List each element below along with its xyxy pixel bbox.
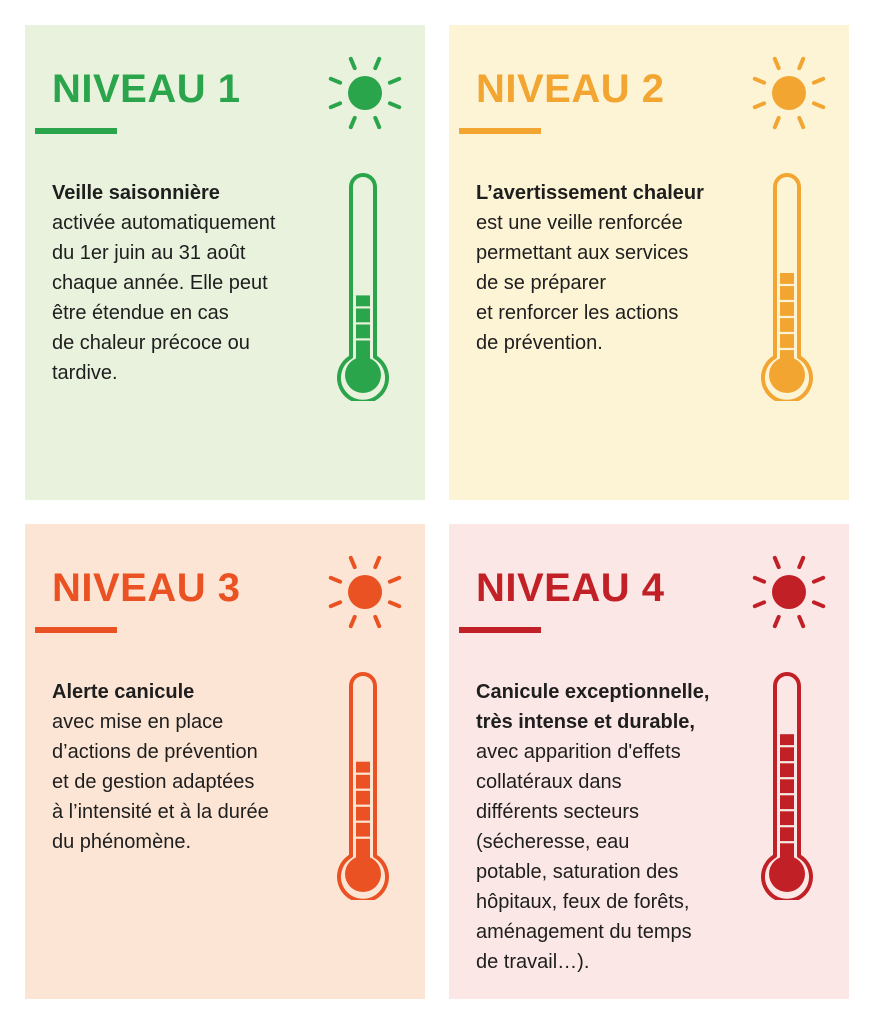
body-line: avec mise en place bbox=[52, 711, 224, 733]
body-line: du 1er juin au 31 août bbox=[52, 242, 246, 264]
lead-text bbox=[52, 178, 332, 208]
body-text bbox=[52, 707, 332, 857]
body-text bbox=[476, 737, 756, 977]
thermometer-icon bbox=[757, 668, 817, 900]
body-line: (sécheresse, eau bbox=[476, 831, 630, 853]
sun-icon bbox=[325, 552, 405, 632]
lead-line: très intense et durable, bbox=[476, 711, 695, 733]
body-line: tardive. bbox=[52, 362, 118, 384]
title-underline bbox=[35, 627, 117, 633]
body-line: est une veille renforcée bbox=[476, 212, 683, 234]
body-line: permettant aux services bbox=[476, 242, 689, 264]
body-line: de travail…). bbox=[476, 951, 590, 973]
lead-text bbox=[52, 677, 332, 707]
lead-line: L’avertissement chaleur bbox=[476, 182, 704, 204]
sun-icon bbox=[325, 53, 405, 133]
body-line: être étendue en cas bbox=[52, 302, 229, 324]
level-description bbox=[476, 677, 756, 977]
title-underline bbox=[459, 128, 541, 134]
body-line: potable, saturation des bbox=[476, 861, 679, 883]
level-title: NIVEAU 3 bbox=[52, 566, 241, 610]
body-line: différents secteurs bbox=[476, 801, 640, 823]
lead-line: Alerte canicule bbox=[52, 681, 195, 703]
level-title: NIVEAU 1 bbox=[52, 67, 241, 111]
body-text bbox=[476, 208, 756, 358]
lead-line: Veille saisonnière bbox=[52, 182, 220, 204]
level-description bbox=[52, 178, 332, 388]
level-card-3 bbox=[25, 524, 425, 999]
body-line: du phénomène. bbox=[52, 831, 192, 853]
sun-icon bbox=[749, 552, 829, 632]
body-line: d’actions de prévention bbox=[52, 741, 258, 763]
level-card-2 bbox=[449, 25, 849, 500]
lead-line: Canicule exceptionnelle, bbox=[476, 681, 710, 703]
body-text bbox=[52, 208, 332, 388]
title-underline bbox=[459, 627, 541, 633]
title-underline bbox=[35, 128, 117, 134]
level-description bbox=[476, 178, 756, 358]
body-line: activée automatiquement bbox=[52, 212, 276, 234]
body-line: de se préparer bbox=[476, 272, 607, 294]
body-line: et renforcer les actions bbox=[476, 302, 679, 324]
level-card-1 bbox=[25, 25, 425, 500]
lead-text bbox=[476, 677, 756, 737]
level-card-4 bbox=[449, 524, 849, 999]
body-line: chaque année. Elle peut bbox=[52, 272, 268, 294]
level-description bbox=[52, 677, 332, 857]
thermometer-icon bbox=[333, 169, 393, 401]
lead-text bbox=[476, 178, 756, 208]
sun-icon bbox=[749, 53, 829, 133]
body-line: à l’intensité et à la durée bbox=[52, 801, 269, 823]
body-line: de prévention. bbox=[476, 332, 603, 354]
body-line: et de gestion adaptées bbox=[52, 771, 255, 793]
body-line: de chaleur précoce ou bbox=[52, 332, 250, 354]
thermometer-icon bbox=[757, 169, 817, 401]
body-line: collatéraux dans bbox=[476, 771, 622, 793]
body-line: avec apparition d'effets bbox=[476, 741, 681, 763]
body-line: hôpitaux, feux de forêts, bbox=[476, 891, 690, 913]
level-title: NIVEAU 4 bbox=[476, 566, 665, 610]
body-line: aménagement du temps bbox=[476, 921, 692, 943]
thermometer-icon bbox=[333, 668, 393, 900]
level-title: NIVEAU 2 bbox=[476, 67, 665, 111]
